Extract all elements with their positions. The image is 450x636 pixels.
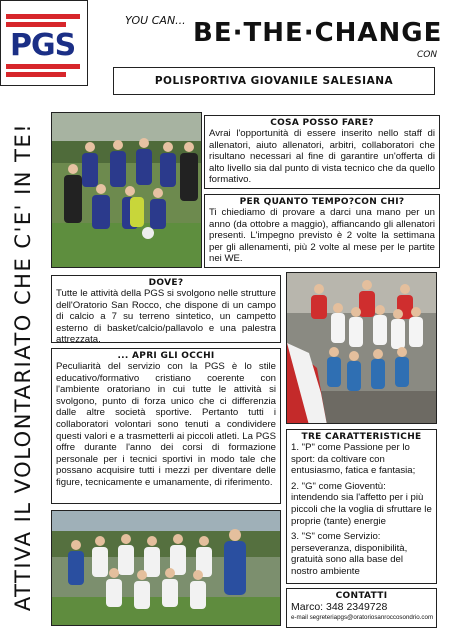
dove-box [51,275,281,346]
apri-title: ... APRI GLI OCCHI [117,351,215,361]
contatti-email: e-mail segreteriapgs@oratoriosanroccosondrio.com [291,614,434,621]
header-slogan [125,12,443,62]
contatti-phone: Marco: 348 2349728 [291,601,388,613]
dove-title: DOVE? [148,278,184,288]
team-photo [51,112,202,268]
quanto-title: PER QUANTO TEMPO?CON CHI? [239,197,405,207]
per-quanto-tempo-box [204,194,440,268]
apri-gli-occhi-box [51,348,281,504]
vertical-slogan: ATTIVA IL VOLONTARIATO CHE C'E' IN TE! [11,122,35,612]
tre-caratteristiche-box [286,429,437,584]
tre-item: 2. "G" come Gioventù: intendendo sia l'affetto per i più piccoli che la voglia di sfruttare le proprie (tante) energie [291,480,432,527]
slogan-be-the-change: BE·THE·CHANGE [193,18,443,48]
slogan-con: CON [417,50,438,60]
subtitle: POLISPORTIVA GIOVANILE SALESIANA [154,75,394,87]
contatti-title: CONTATTI [335,591,388,601]
tre-item: 1. "P" come Passione per lo sport: da coltivare con entusiasmo, fatica e fantasia; [291,442,416,477]
slogan-you-can: YOU CAN... [125,14,186,27]
volleyball-group-photo [286,272,437,424]
logo-text: PGS [10,28,76,63]
cosa-text: Avrai l'opportunità di essere inserito nello staff di allenatori, aiuto allenatori, arbitri, collaboratori che risultano necessari al fine di garantire un'offerta di alto livello sia dal punto di vista tecnico che da quello formativo. [209,128,435,186]
youth-team-photo [51,510,281,626]
quanto-text: Ti chiediamo di provare a darci una mano per un anno (da ottobre a maggio), affiancando gli allenatori presenti. L'impegno previsto è 2 volte la settimana per gli allenamenti, più 2 volte al mese per le partite nei WE. [209,207,435,265]
apri-text: Peculiarità del servizio con la PGS è lo stile educativo/formativo cristiano coerente con l'ambiente oratoriano in cui tutte le attività si svolgono, punto di forza unico che ci differenzia dalle altre società sportive. Pertanto tutti i collaboratori volontari sono tenuti a condividere questi valori e a trasmetterli ai piccoli atleti. La PGS offre durante l'anno dei corsi di formazione personale per i tecnici sportivi in modo tale che possano acquisire tutti i mezzi per diventare delle figure, tecnicamente e umanamente, di riferimento. [56,361,276,488]
dove-text: Tutte le attività della PGS si svolgono nelle strutture dell'Oratorio San Rocco, che dispone di un campo di calcio a 7 su terreno sintetico, un campetto esterno di basket/calcio/pallavolo e una palestra attrezzata. [56,288,276,346]
tre-item: 3. "S" come Servizio: perseveranza, disponibilità, gratuità sono alla base del nostro ambiente [291,531,408,577]
pgs-logo [0,0,88,86]
contatti-box [286,588,437,628]
cosa-title: COSA POSSO FARE? [270,118,374,128]
vertical-slogan-area [2,112,44,622]
tre-title: TRE CARATTERISTICHE [301,432,422,442]
cosa-posso-fare-box [204,115,440,189]
tre-list [291,442,432,578]
subtitle-box [113,67,435,95]
